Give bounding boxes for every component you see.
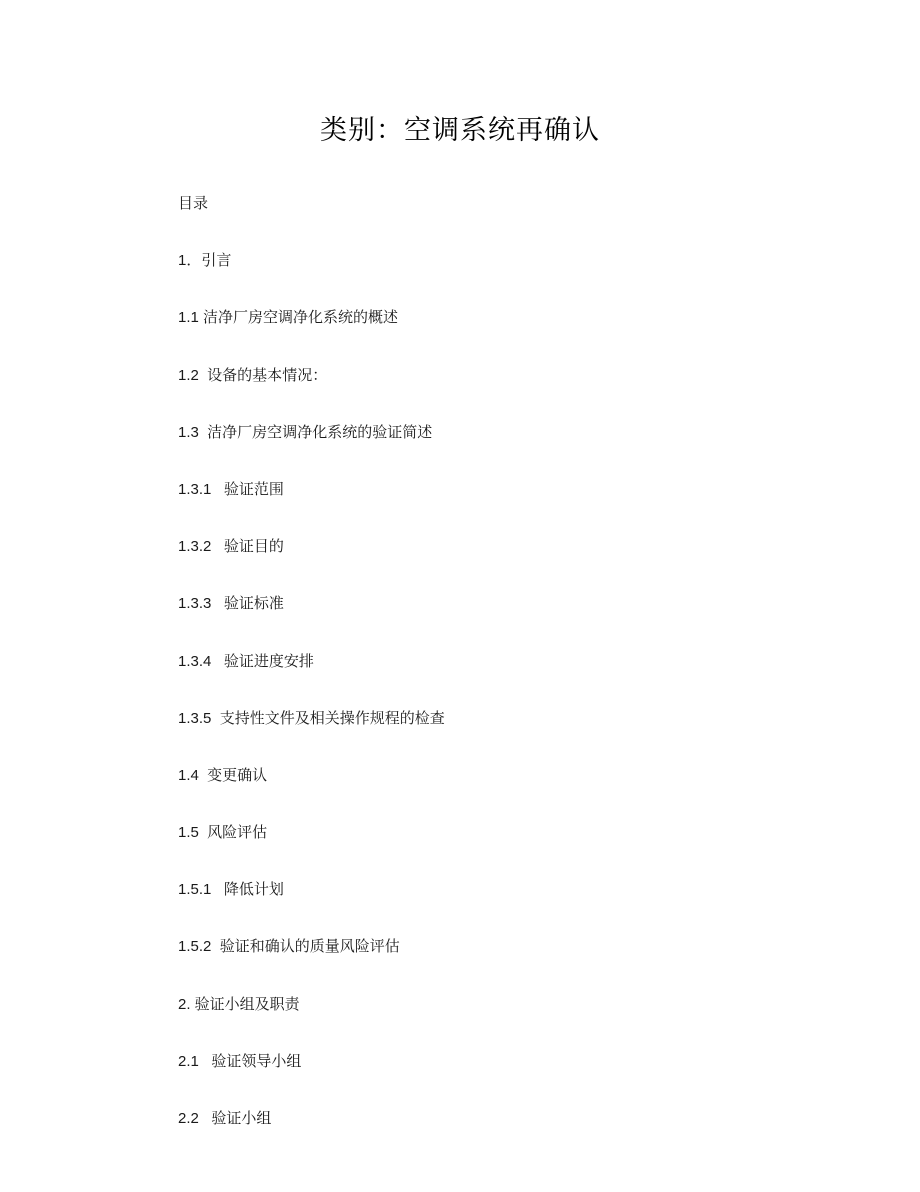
- toc-entry: 1.5.1 降低计划: [178, 881, 284, 899]
- toc-entry: 1.1 洁净厂房空调净化系统的概述: [178, 309, 399, 327]
- toc-entry: 1.3 洁净厂房空调净化系统的验证简述: [178, 423, 433, 441]
- toc-entry: 1.4 变更确认: [178, 766, 268, 784]
- page-title: 类别：空调系统再确认: [320, 115, 600, 146]
- toc-entry: 2.2 验证小组: [178, 1110, 272, 1127]
- toc-entry: 2. 验证小组及职责: [178, 995, 300, 1013]
- toc-entry: 1.5.2 验证和确认的质量风险评估: [178, 938, 400, 956]
- toc-entry: 1.3.4 验证进度安排: [178, 652, 314, 670]
- toc-entry: 1.2 设备的基本情况：: [178, 366, 328, 384]
- toc-entry: 1.3.5 支持性文件及相关操作规程的检查: [178, 709, 445, 727]
- table-of-contents: [178, 196, 878, 1168]
- toc-entry: 2.1 验证领导小组: [178, 1052, 302, 1070]
- toc-entry: 1.3.2 验证目的: [178, 538, 284, 556]
- toc-entry: 1．引言: [178, 252, 232, 270]
- toc-entry: 1.3.1 验证范围: [178, 480, 284, 498]
- toc-entry: 1.5 风险评估: [178, 824, 268, 842]
- toc-entry: 1.3.3 验证标准: [178, 595, 284, 613]
- toc-entry: 目录: [178, 195, 209, 212]
